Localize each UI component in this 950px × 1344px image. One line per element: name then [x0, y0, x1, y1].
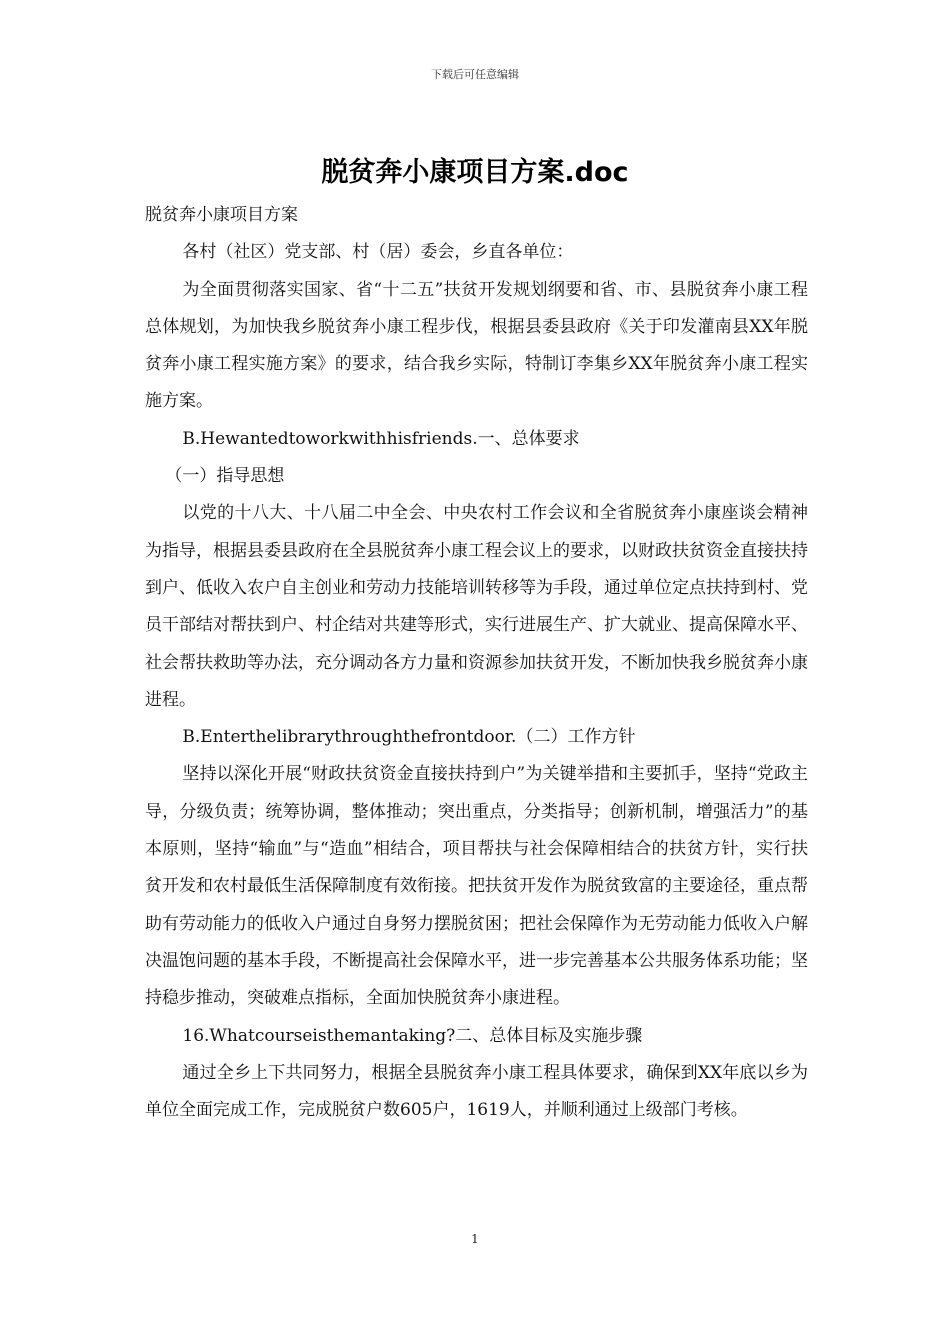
paragraph: 为全面贯彻落实国家、省“十二五”扶贫开发规划纲要和省、市、县脱贫奔小康工程总体规划，为加快我乡脱贫奔小康工程步伐，根据县委县政府《关于印发灌南县XX年脱贫奔小康工程实施方案》的要求，结合我乡实际，特制订李集乡XX年脱贫奔小康工程实施方案。 [145, 279, 808, 412]
page-header-note: 下载后可任意编辑 [431, 68, 519, 81]
document-title: 脱贫奔小康项目方案.doc [321, 157, 629, 188]
document-body [145, 197, 808, 1129]
paragraph: 坚持以深化开展“财政扶贫资金直接扶持到户”为关键举措和主要抓手，坚持“党政主导，分级负责；统筹协调，整体推动；突出重点，分类指导；创新机制，增强活力”的基本原则，坚持“输血”与“造血”相结合，项目帮扶与社会保障相结合的扶贫方针，实行扶贫开发和农村最低生活保障制度有效衔接。把扶贫开发作为脱贫致富的主要途径，重点帮助有劳动能力的低收入户通过自身努力摆脱贫困；把社会保障作为无劳动能力低收入户解决温饱问题的基本手段，不断提高社会保障水平，进一步完善基本公共服务体系功能；坚持稳步推动，突破难点指标，全面加快脱贫奔小康进程。 [145, 764, 808, 1009]
page-number: 1 [471, 1232, 479, 1246]
paragraph: 通过全乡上下共同努力，根据全县脱贫奔小康工程具体要求，确保到XX年底以乡为单位全面完成工作，完成脱贫户数605户，1619人，并顺利通过上级部门考核。 [145, 1062, 808, 1121]
paragraph: B.Enterthelibrarythroughthefrontdoor.（二）工作方针 [182, 727, 636, 748]
paragraph: 16.Whatcourseisthemantaking?二、总体目标及实施步骤 [182, 1025, 643, 1046]
paragraph: B.Hewantedtoworkwithhisfriends.一、总体要求 [182, 428, 580, 449]
paragraph: 以党的十八大、十八届二中全会、中央农村工作会议和全省脱贫奔小康座谈会精神为指导，根据县委县政府在全县脱贫奔小康工程会议上的要求，以财政扶贫资金直接扶持到户、低收入农户自主创业和劳动力技能培训转移等为手段，通过单位定点扶持到村、党员干部结对帮扶到户、村企结对共建等形式，实行进展生产、扩大就业、提高保障水平、社会帮扶救助等办法，充分调动各方力量和资源参加扶贫开发，不断加快我乡脱贫奔小康进程。 [145, 503, 808, 710]
section-heading: （一）指导思想 [165, 466, 285, 487]
paragraph: 脱贫奔小康项目方案 [145, 205, 298, 225]
paragraph: 各村（社区）党支部、村（居）委会，乡直各单位： [182, 242, 574, 263]
